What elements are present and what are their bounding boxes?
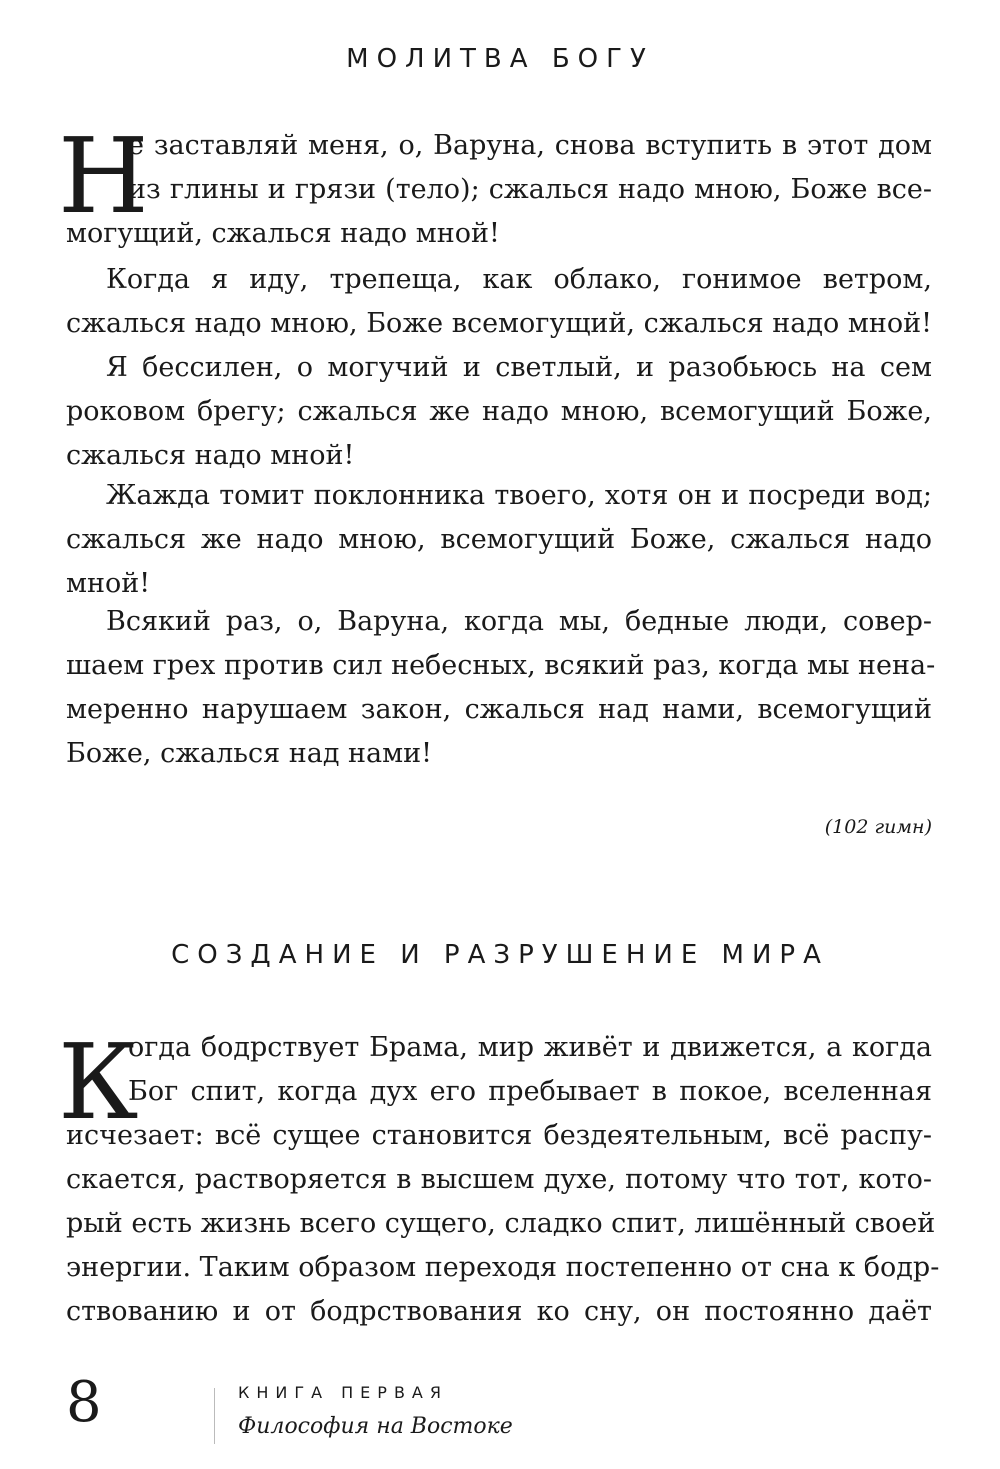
book-part-label: КНИГА ПЕРВАЯ: [238, 1383, 448, 1402]
book-title: Философия на Востоке: [238, 1414, 513, 1439]
text-line: меренно нарушаем закон, сжалься над нами, всемогущий: [66, 694, 932, 725]
source-note: (102 гимн): [824, 816, 932, 838]
text-line: е заставляй меня, о, Варуна, снова вступить в этот дом: [128, 130, 932, 161]
section-title: МОЛИТВА БОГУ: [346, 44, 654, 74]
text-line: мной!: [66, 568, 151, 599]
text-line: огда бодрствует Брама, мир живёт и движется, а когда: [128, 1032, 932, 1063]
text-line: из глины и грязи (тело); сжалься надо мною, Боже все-: [128, 174, 932, 205]
text-line: исчезает: всё сущее становится бездеятельным, всё распу-: [66, 1120, 932, 1151]
text-line: роковом брегу; сжалься же надо мною, всемогущий Боже,: [66, 396, 932, 427]
drop-cap: К: [58, 1021, 139, 1143]
text-line: могущий, сжалься надо мной!: [66, 218, 500, 249]
text-line: скается, растворяется в высшем духе, потому что тот, кото-: [66, 1164, 932, 1195]
text-line: энергии. Таким образом переходя постепенно от сна к бодр-: [66, 1252, 940, 1283]
section-title: СОЗДАНИЕ И РАЗРУШЕНИЕ МИРА: [171, 940, 829, 970]
footer-divider: [214, 1388, 215, 1444]
text-line: Когда я иду, трепеща, как облако, гонимое ветром,: [106, 264, 932, 295]
text-line: шаем грех против сил небесных, всякий раз, когда мы нена-: [66, 650, 936, 681]
text-line: Бог спит, когда дух его пребывает в покое, вселенная: [128, 1076, 932, 1107]
text-line: Я бессилен, о могучий и светлый, и разобьюсь на сем: [106, 352, 932, 383]
text-line: Всякий раз, о, Варуна, когда мы, бедные люди, совер-: [106, 606, 932, 637]
drop-cap: Н: [58, 115, 149, 237]
text-line: ствованию и от бодрствования ко сну, он постоянно даёт: [66, 1296, 932, 1327]
text-line: Боже, сжалься над нами!: [66, 738, 432, 769]
text-line: рый есть жизнь всего сущего, сладко спит, лишённый своей: [66, 1208, 936, 1239]
text-line: Жажда томит поклонника твоего, хотя он и посреди вод;: [106, 480, 932, 511]
text-line: сжалься надо мною, Боже всемогущий, сжалься надо мной!: [66, 308, 932, 339]
text-line: сжалься надо мной!: [66, 440, 355, 471]
text-line: сжалься же надо мною, всемогущий Боже, сжалься надо: [66, 524, 932, 555]
page-number: 8: [66, 1370, 102, 1435]
